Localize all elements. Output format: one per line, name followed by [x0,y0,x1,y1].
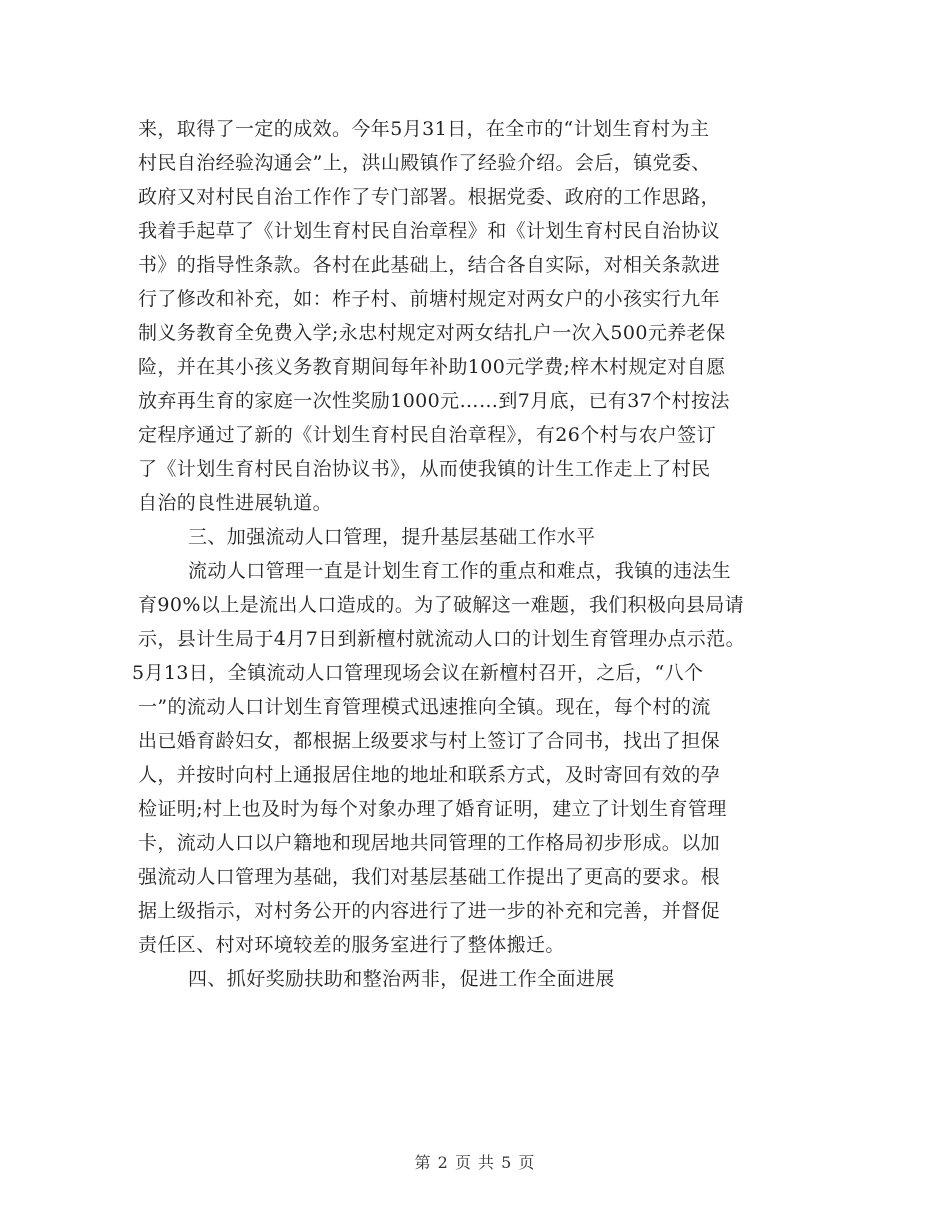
text-line: 村民自治经验沟通会”上，洪山殿镇作了经验介绍。会后，镇党委、 [138,152,711,174]
section-heading-3: 三、加强流动人口管理，提升基层基础工作水平 [188,526,596,548]
text-line: 定程序通过了新的《计划生育村民自治章程》，有26个村与农户签订 [138,424,717,446]
paragraph-first-line: 流动人口管理一直是计划生育工作的重点和难点，我镇的违法生 [188,560,732,582]
text-line: 人，并按时向村上通报居住地的地址和联系方式，及时寄回有效的孕 [138,764,721,786]
text-line: 检证明;村上也及时为每个对象办理了婚育证明，建立了计划生育管理 [138,798,727,820]
text-line: 自治的良性进展轨道。 [138,492,333,514]
text-line: 示，县计生局于4月7日到新檀村就流动人口的计划生育管理办点示范。 [138,628,745,650]
text-line: 一”的流动人口计划生育管理模式迅速推向全镇。现在，每个村的流 [138,696,711,718]
text-line: 险，并在其小孩义务教育期间每年补助100元学费;梓木村规定对自愿 [138,356,726,378]
text-line: 强流动人口管理为基础，我们对基层基础工作提出了更高的要求。根 [138,866,721,888]
text-line: 了《计划生育村民自治协议书》，从而使我镇的计生工作走上了村民 [138,458,711,480]
text-line: 我着手起草了《计划生育村民自治章程》和《计划生育村民自治协议 [138,220,721,242]
text-line: 政府又对村民自治工作作了专门部署。根据党委、政府的工作思路， [138,186,721,208]
section-heading-4: 四、抓好奖励扶助和整治两非，促进工作全面进展 [188,968,615,990]
text-line: 来，取得了一定的成效。今年5月31日，在全市的“计划生育村为主 [138,118,710,140]
text-line: 育90%以上是流出人口造成的。为了破解这一难题，我们积极向县局请 [138,594,745,616]
text-line: 出已婚育龄妇女，都根据上级要求与村上签订了合同书，找出了担保 [138,730,721,752]
text-line: 放弃再生育的家庭一次性奖励1000元……到7月底，已有37个村按法 [138,390,730,412]
text-line: 责任区、村对环境较差的服务室进行了整体搬迁。 [138,934,565,956]
document-body [132,112,828,996]
text-line: 行了修改和补充，如：柞子村、前塘村规定对两女户的小孩实行九年 [138,288,721,310]
text-line: 制义务教育全免费入学;永忠村规定对两女结扎户一次入500元养老保 [138,322,726,344]
text-line: 卡，流动人口以户籍地和现居地共同管理的工作格局初步形成。以加 [138,832,721,854]
text-line: 据上级指示，对村务公开的内容进行了进一步的补充和完善，并督促 [138,900,721,922]
text-line: 5月13日，全镇流动人口管理现场会议在新檀村召开，之后，“八个 [132,662,704,684]
text-line: 书》的指导性条款。各村在此基础上，结合各自实际，对相关条款进 [138,254,721,276]
page-footer: 第 2 页 共 5 页 [414,1153,536,1172]
